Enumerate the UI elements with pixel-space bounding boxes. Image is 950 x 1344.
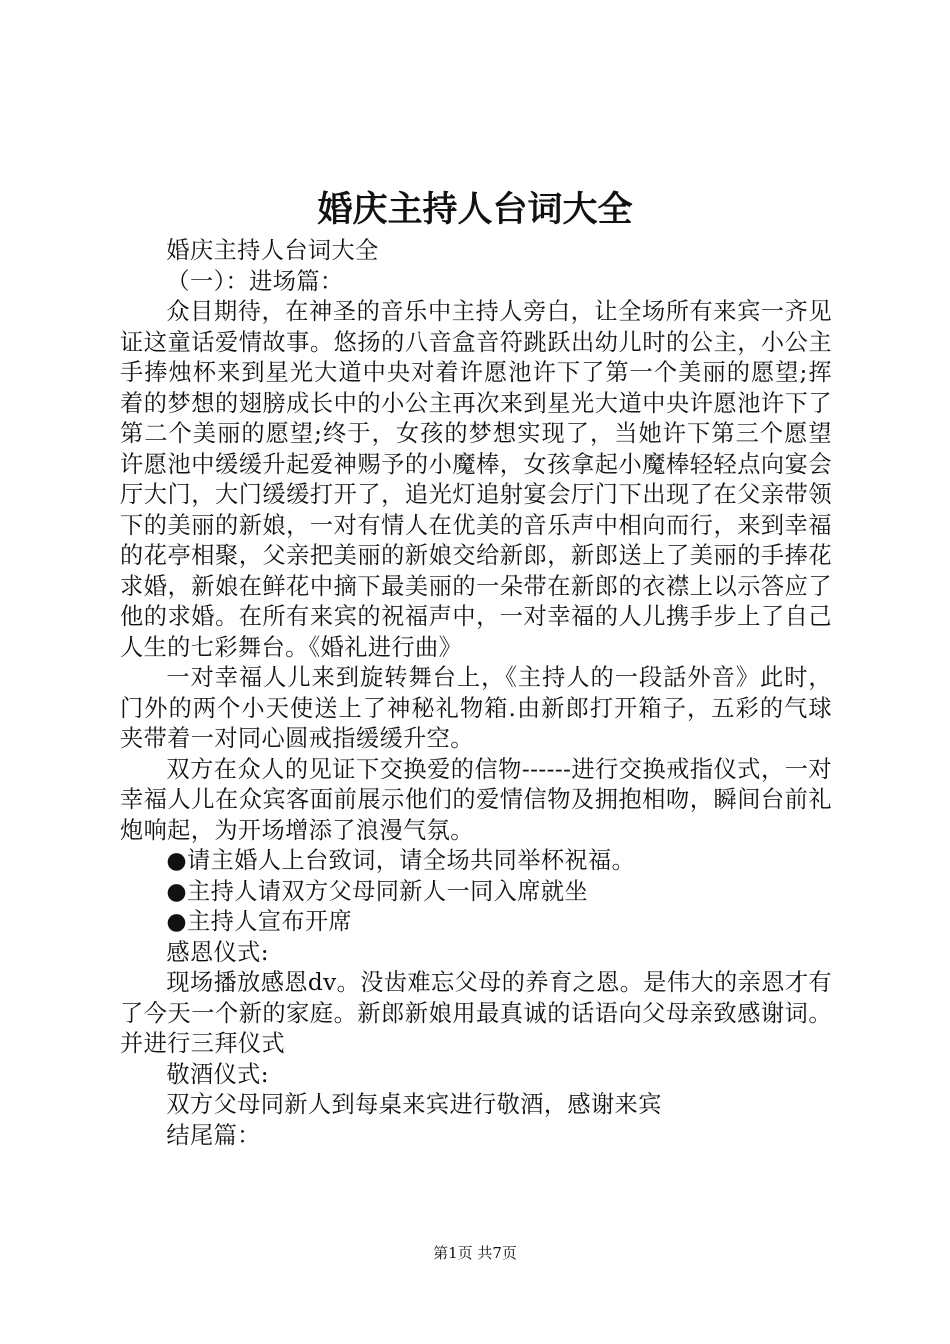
bullet-item-seating: ●主持人请双方父母同新人一同入席就坐	[166, 877, 589, 905]
paragraph-gratitude: 现场播放感恩dv。没齿难忘父母的养育之恩。是伟大的亲恩才有了今天一个新的家庭。新郎新娘用最真诚的话语向父母亲致感谢词。并进行三拜仪式	[120, 969, 832, 1057]
bullet-item-banquet: ●主持人宣布开席	[166, 908, 353, 935]
paragraph-section-toast: 敬酒仪式:	[166, 1060, 269, 1088]
paragraph-entrance-story: 众目期待，在神圣的音乐中主持人旁白，让全场所有来宾一齐见证这童话爱情故事。悠扬的八音盒音符跳跃出幼儿时的公主，小公主手捧烛杯来到星光大道中央对着许愿池许下了第一个美丽的愿望;挥着的梦想的翅膀成长中的小公主再次来到星光大道中央许愿池许下了第二个美丽的愿望;终于，女孩的梦想实现了，当她许下第三个愿望许愿池中缓缓升起爱神赐予的小魔棒，女孩拿起小魔棒轻轻点向宴会厅大门，大门缓缓打开了，追光灯追射宴会厅门下出现了在父亲带领下的美丽的新娘，一对有情人在优美的音乐声中相向而行，来到幸福的花亭相聚，父亲把美丽的新娘交给新郎，新郎送上了美丽的手捧花求婚，新娘在鲜花中摘下最美丽的一朵带在新郎的衣襟上以示答应了他的求婚。在所有来宾的祝福声中，一对幸福的人儿携手步上了自己人生的七彩舞台。《婚礼进行曲》	[120, 298, 832, 661]
paragraph-toast: 双方父母同新人到每桌来宾进行敬酒，感谢来宾	[166, 1091, 662, 1118]
bullet-item-toast: ●请主婚人上台致词，请全场共同举杯祝福。	[166, 847, 636, 874]
paragraph-rotating-stage: 一对幸福人儿来到旋转舞台上，《主持人的一段話外音》此时，门外的两个小天使送上了神秘礼物箱.由新郎打开箱子，五彩的气球夹带着一对同心圆戒指缓缓升空。	[120, 664, 832, 752]
paragraph-section-entrance: （一）：进场篇：	[166, 267, 344, 295]
document-body	[120, 236, 832, 1151]
paragraph-ring-exchange: 双方在众人的见证下交换爱的信物------进行交换戒指仪式，一对幸福人儿在众宾客面前展示他们的爱情信物及拥抱相吻，瞬间台前礼炮响起，为开场增添了浪漫气氛。	[120, 755, 832, 844]
paragraph-section-ending: 结尾篇：	[166, 1121, 261, 1149]
paragraph-section-gratitude: 感恩仪式:	[166, 938, 269, 966]
page-number-footer: 第1页 共7页	[433, 1244, 517, 1262]
document-title: 婚庆主持人台词大全	[317, 189, 633, 230]
paragraph-subtitle: 婚庆主持人台词大全	[166, 237, 379, 264]
